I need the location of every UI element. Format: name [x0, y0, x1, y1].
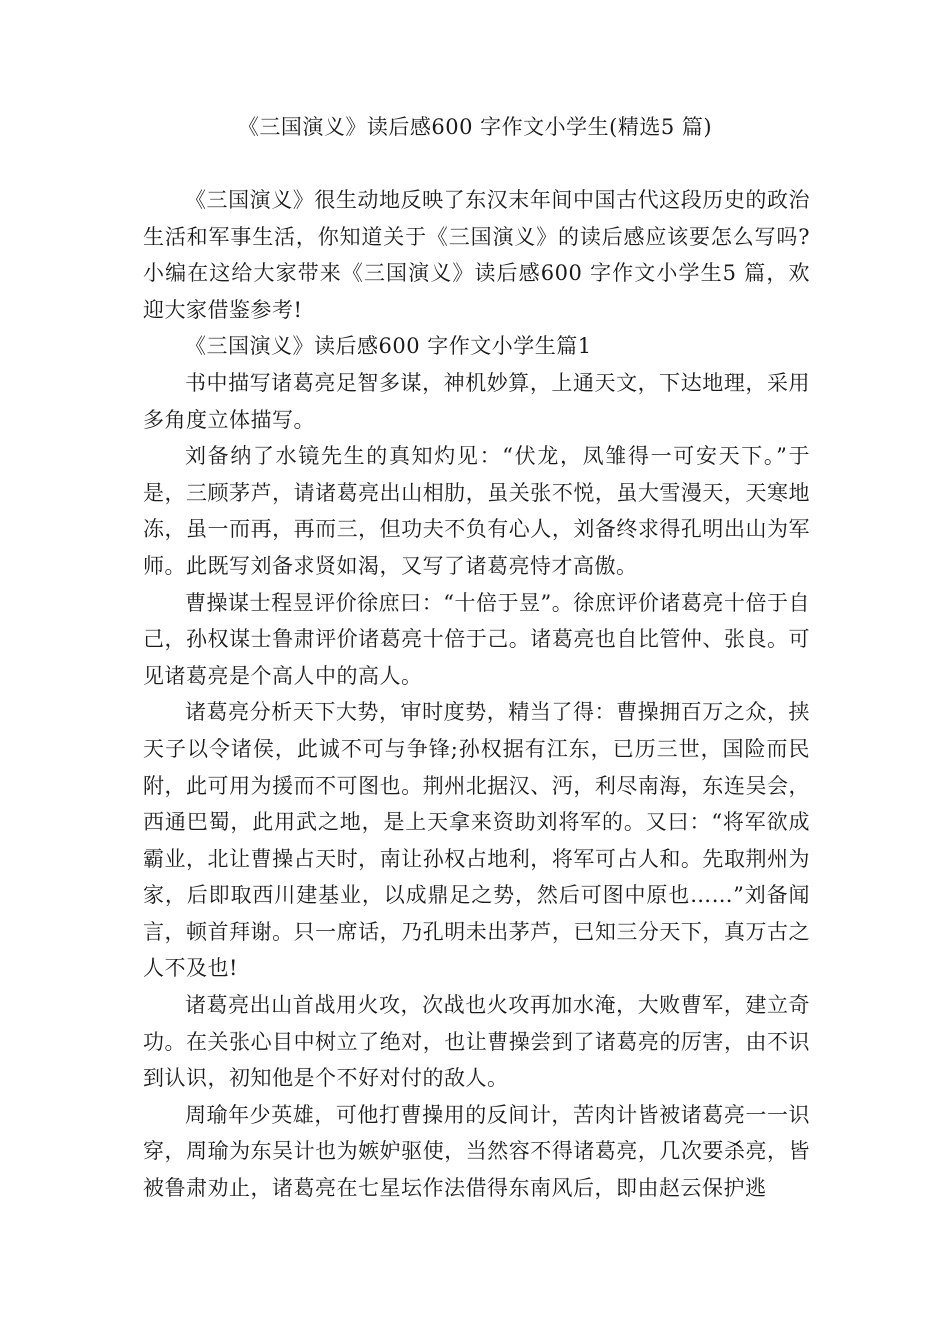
body-paragraph: 诸葛亮分析天下大势，审时度势，精当了得：曹操拥百万之众，挟天子以令诸侯，此诚不可与争锋;孙权据有江东，已历三世，国险而民附，此可用为援而不可图也。荆州北据汉、沔，利尽南海，东连吴会，西通巴蜀，此用武之地，是上天拿来资助刘将军的。又曰：“将军欲成霸业，北让曹操占天时，南让孙权占地利，将军可占人和。先取荆州为家，后即取西川建基业，以成鼎足之势，然后可图中原也……”刘备闻言，顿首拜谢。只一席话，乃孔明未出茅芦，已知三分天下，真万古之人不及也!: [143, 700, 810, 981]
body-paragraph: 诸葛亮出山首战用火攻，次战也火攻再加水淹，大败曹军，建立奇功。在关张心目中树立了绝对，也让曹操尝到了诸葛亮的厉害，由不识到认识，初知他是个不好对付的敌人。: [143, 993, 810, 1091]
body-paragraph: 周瑜年少英雄，可他打曹操用的反间计，苦肉计皆被诸葛亮一一识穿，周瑜为东吴计也为嫉妒驱使，当然容不得诸葛亮，几次要杀亮，皆被鲁肃劝止，诸葛亮在七星坛作法借得东南风后，即由赵云保护逃: [143, 1102, 810, 1201]
section-heading: 《三国演义》读后感600 字作文小学生篇1: [185, 334, 592, 359]
document-body: [143, 182, 810, 1207]
body-paragraph: 曹操谋士程昱评价徐庶曰：“十倍于昱”。徐庶评价诸葛亮十倍于自己，孙权谋士鲁肃评价诸葛亮十倍于己。诸葛亮也自比管仲、张良。可见诸葛亮是个高人中的高人。: [143, 590, 810, 688]
body-paragraph: 刘备纳了水镜先生的真知灼见：“伏龙，凤雏得一可安天下。”于是，三顾茅芦，请诸葛亮出山相肋，虽关张不悦，虽大雪漫天，天寒地冻，虽一而再，再而三，但功夫不负有心人，刘备终求得孔明出山为军师。此既写刘备求贤如渴，又写了诸葛亮恃才高傲。: [143, 444, 810, 578]
intro-paragraph: 《三国演义》很生动地反映了东汉末年间中国古代这段历史的政治生活和军事生活，你知道关于《三国演义》的读后感应该要怎么写吗?小编在这给大家带来《三国演义》读后感600 字作文小学生5 篇，欢迎大家借鉴参考!: [143, 188, 810, 322]
document-title: 《三国演义》读后感600 字作文小学生(精选5 篇): [237, 115, 713, 139]
body-paragraph: 书中描写诸葛亮足智多谋，神机妙算，上通天文，下达地理，采用多角度立体描写。: [143, 370, 810, 432]
